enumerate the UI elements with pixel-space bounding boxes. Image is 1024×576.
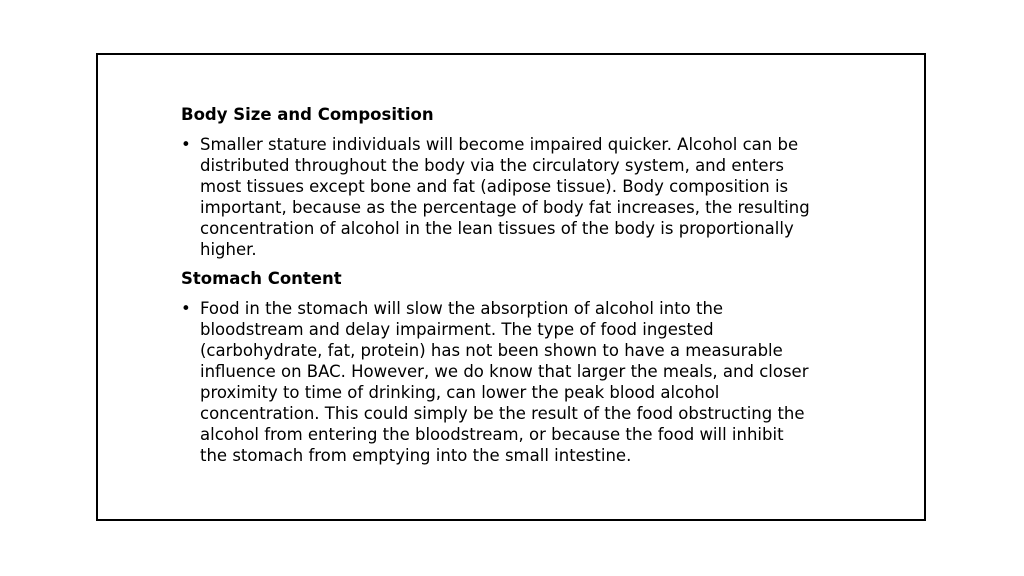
bullet-stomach-content [181, 298, 851, 466]
section-heading-stomach-content: Stomach Content [181, 269, 342, 288]
text-line: (carbohydrate, fat, protein) has not been shown to have a measurable [200, 341, 783, 360]
text-line: concentration. This could simply be the result of the food obstructing the [200, 404, 805, 423]
text-line: proximity to time of drinking, can lower the peak blood alcohol [200, 383, 720, 402]
bullet-body-size [181, 134, 851, 260]
bullet-mark: • [181, 299, 191, 318]
text-line: higher. [200, 240, 257, 259]
text-line: most tissues except bone and fat (adipose tissue). Body composition is [200, 177, 789, 196]
text-line: important, because as the percentage of body fat increases, the resulting [200, 198, 810, 217]
section-heading-body-size: Body Size and Composition [181, 105, 434, 124]
text-line: concentration of alcohol in the lean tissues of the body is proportionally [200, 219, 794, 238]
text-line: Food in the stomach will slow the absorption of alcohol into the [200, 299, 724, 318]
text-line: bloodstream and delay impairment. The type of food ingested [200, 320, 714, 339]
text-line: the stomach from emptying into the small intestine. [200, 446, 632, 465]
slide-content [181, 104, 851, 474]
text-line: alcohol from entering the bloodstream, or because the food will inhibit [200, 425, 784, 444]
text-line: influence on BAC. However, we do know that larger the meals, and closer [200, 362, 809, 381]
bullet-mark: • [181, 135, 191, 154]
text-line: Smaller stature individuals will become impaired quicker. Alcohol can be [200, 135, 799, 154]
text-line: distributed throughout the body via the circulatory system, and enters [200, 156, 784, 175]
